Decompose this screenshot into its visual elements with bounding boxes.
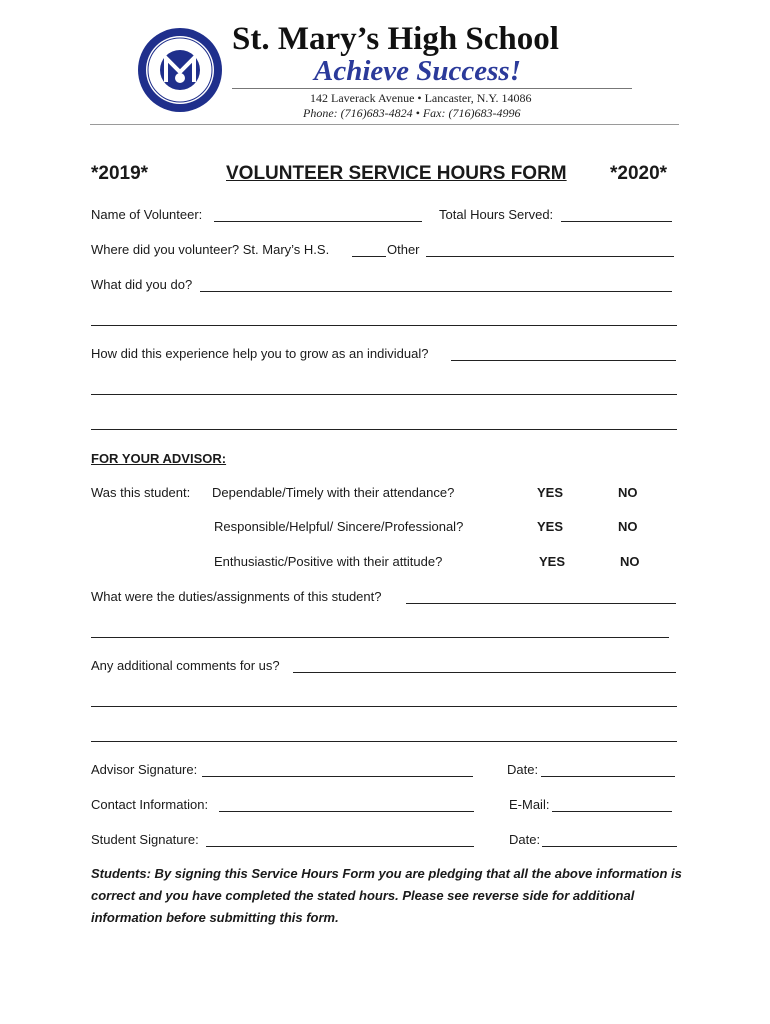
advisor-heading: FOR YOUR ADVISOR:	[91, 451, 227, 466]
grow-field[interactable]	[451, 360, 676, 361]
student-date-field[interactable]	[542, 846, 677, 847]
yes-responsible[interactable]: YES	[537, 519, 564, 534]
form-title: VOLUNTEER SERVICE HOURS FORM	[226, 163, 567, 184]
yes-dependable[interactable]: YES	[537, 485, 564, 500]
what-field[interactable]	[200, 291, 672, 292]
student-signature-label: Student Signature:	[91, 832, 199, 847]
advisor-date-field[interactable]	[541, 776, 675, 777]
yes-enthusiastic[interactable]: YES	[539, 554, 566, 569]
duties-label: What were the duties/assignments of this student?	[91, 589, 382, 604]
advisor-signature-label: Advisor Signature:	[91, 762, 198, 777]
comments-field-line-2[interactable]	[91, 706, 677, 707]
email-field[interactable]	[552, 811, 672, 812]
header-rule	[90, 124, 679, 125]
no-enthusiastic[interactable]: NO	[620, 554, 640, 569]
advisor-date-label: Date:	[507, 762, 539, 777]
contact-label: Contact Information:	[91, 797, 209, 812]
was-student-label: Was this student:	[91, 485, 191, 500]
comments-field-line-3[interactable]	[91, 741, 677, 742]
year-left: *2019*	[91, 163, 149, 184]
school-seal-icon	[136, 26, 224, 114]
what-label: What did you do?	[91, 277, 193, 292]
email-label: E-Mail:	[509, 797, 550, 812]
question-dependable: Dependable/Timely with their attendance?	[212, 485, 455, 500]
comments-field[interactable]	[293, 672, 676, 673]
grow-field-line-3[interactable]	[91, 429, 677, 430]
what-field-line-2[interactable]	[91, 325, 677, 326]
other-label: Other	[387, 242, 420, 257]
grow-label: How did this experience help you to grow as an individual?	[91, 346, 429, 361]
school-name: St. Mary’s High School	[232, 21, 559, 57]
duties-field[interactable]	[406, 603, 676, 604]
student-date-label: Date:	[509, 832, 541, 847]
advisor-signature-field[interactable]	[202, 776, 473, 777]
school-phone-fax: Phone: (716)683-4824 • Fax: (716)683-4996	[303, 106, 521, 120]
question-responsible: Responsible/Helpful/ Sincere/Professional?	[214, 519, 464, 534]
total-hours-field[interactable]	[561, 221, 672, 222]
name-label: Name of Volunteer:	[91, 207, 203, 222]
contact-field[interactable]	[219, 811, 474, 812]
other-field[interactable]	[426, 256, 674, 257]
st-marys-field[interactable]	[352, 256, 386, 257]
no-dependable[interactable]: NO	[618, 485, 638, 500]
name-field[interactable]	[214, 221, 422, 222]
school-motto: Achieve Success!	[314, 55, 521, 87]
comments-label: Any additional comments for us?	[91, 658, 280, 673]
pledge-note: Students: By signing this Service Hours Form you are pledging that all the above information is correct and you have completed the stated hours. Please see reverse side for additional information before submitting this form.	[91, 866, 682, 925]
question-enthusiastic: Enthusiastic/Positive with their attitude?	[214, 554, 443, 569]
header-divider	[232, 88, 632, 89]
where-label: Where did you volunteer? St. Mary’s H.S.	[91, 242, 330, 257]
year-right: *2020*	[610, 163, 668, 184]
school-address: 142 Laverack Avenue • Lancaster, N.Y. 14086	[310, 91, 532, 105]
duties-field-line-2[interactable]	[91, 637, 669, 638]
grow-field-line-2[interactable]	[91, 394, 677, 395]
total-hours-label: Total Hours Served:	[439, 207, 554, 222]
no-responsible[interactable]: NO	[618, 519, 638, 534]
student-signature-field[interactable]	[206, 846, 474, 847]
